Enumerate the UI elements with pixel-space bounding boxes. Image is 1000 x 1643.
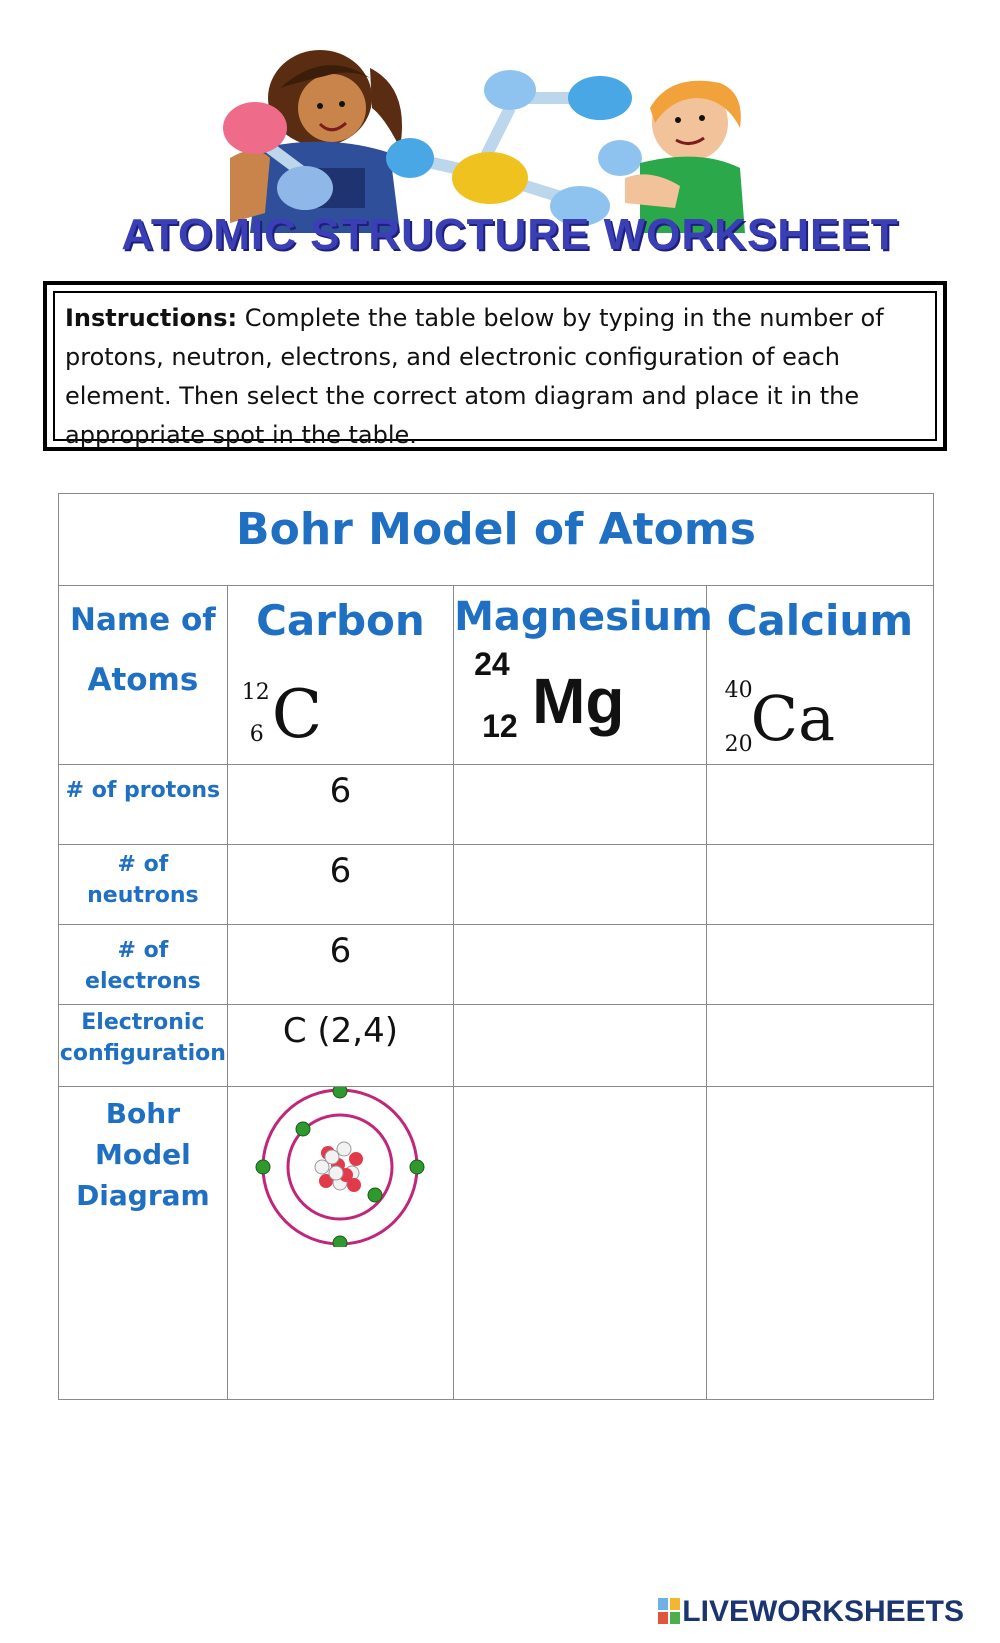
carbon-bohr-diagram[interactable] bbox=[250, 1087, 430, 1247]
element-name-carbon: Carbon bbox=[256, 596, 425, 645]
element-cell-calcium bbox=[706, 586, 933, 765]
row-label-configuration: Electronic configuration bbox=[59, 1005, 228, 1087]
carbon-electrons-field[interactable]: 6 bbox=[227, 925, 453, 1005]
magnesium-neutrons-field[interactable] bbox=[454, 845, 707, 925]
magnesium-mass-number: 24 bbox=[474, 646, 510, 682]
carbon-atomic-number: 6 bbox=[249, 722, 264, 747]
nucleus bbox=[315, 1142, 363, 1192]
instructions-label: Instructions: bbox=[65, 304, 238, 332]
calcium-atomic-number: 20 bbox=[724, 732, 753, 757]
table-title: Bohr Model of Atoms bbox=[59, 494, 934, 586]
carbon-diagram-drop-zone[interactable] bbox=[227, 1087, 453, 1400]
carbon-configuration-field[interactable]: C (2,4) bbox=[227, 1005, 453, 1087]
carbon-protons-field[interactable]: 6 bbox=[227, 765, 453, 845]
liveworksheets-logo[interactable] bbox=[658, 1595, 964, 1629]
calcium-symbol: Ca bbox=[750, 682, 836, 755]
instructions-box bbox=[43, 281, 947, 451]
kids-building-molecule-illustration bbox=[80, 28, 940, 233]
row-label-electrons: # of electrons bbox=[59, 925, 228, 1005]
row-label-neutrons: # of neutrons bbox=[59, 845, 228, 925]
element-name-calcium: Calcium bbox=[726, 596, 914, 645]
magnesium-protons-field[interactable] bbox=[454, 765, 707, 845]
carbon-neutrons-field[interactable]: 6 bbox=[227, 845, 453, 925]
row-label-bohr-diagram: Bohr Model Diagram bbox=[59, 1087, 228, 1400]
calcium-neutrons-field[interactable] bbox=[706, 845, 933, 925]
liveworksheets-logo-icon bbox=[658, 1598, 680, 1624]
instructions-body: Complete the table below by typing in the number of protons, neutron, electrons, and electronic configuration of each element. Then select the correct atom diagram and place it in the appropriate spot in the table. bbox=[65, 304, 884, 449]
magnesium-atomic-number: 12 bbox=[482, 708, 518, 744]
element-cell-magnesium bbox=[454, 586, 713, 765]
magnesium-diagram-drop-zone[interactable] bbox=[454, 1087, 707, 1400]
magnesium-symbol: Mg bbox=[532, 665, 625, 737]
calcium-diagram-drop-zone[interactable] bbox=[706, 1087, 933, 1400]
row-label-protons: # of protons bbox=[59, 765, 228, 845]
worksheet-title: ATOMIC STRUCTURE WORKSHEET bbox=[121, 210, 899, 259]
calcium-configuration-field[interactable] bbox=[706, 1005, 933, 1087]
calcium-mass-number: 40 bbox=[724, 678, 753, 703]
calcium-electrons-field[interactable] bbox=[706, 925, 933, 1005]
element-cell-carbon bbox=[227, 586, 453, 765]
carbon-mass-number: 12 bbox=[241, 680, 270, 705]
carbon-symbol: C bbox=[271, 676, 323, 753]
magnesium-electrons-field[interactable] bbox=[454, 925, 707, 1005]
bohr-model-table bbox=[58, 493, 934, 1400]
calcium-protons-field[interactable] bbox=[706, 765, 933, 845]
element-name-magnesium: Magnesium bbox=[454, 594, 713, 640]
magnesium-configuration-field[interactable] bbox=[454, 1005, 707, 1087]
liveworksheets-logo-text: LIVEWORKSHEETS bbox=[682, 1595, 964, 1628]
instructions-text bbox=[53, 291, 937, 449]
row-label-name: Name of Atoms bbox=[59, 586, 228, 765]
